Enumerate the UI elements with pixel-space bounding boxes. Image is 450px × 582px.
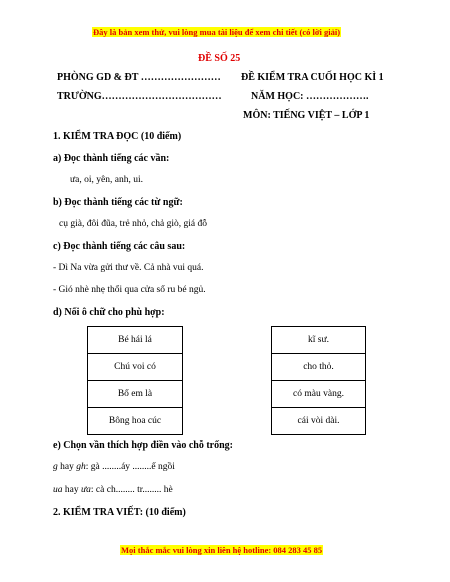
- top-banner: Đây là bản xem thử, vui lòng mua tài liệu để xem chi tiết (có lời giải): [93, 27, 341, 37]
- part-e-title: e) Chọn vần thích hợp điền vào chỗ trống:: [53, 440, 234, 451]
- match-left-cell[interactable]: Bố em là: [88, 380, 182, 407]
- match-right-cell[interactable]: có màu vàng.: [272, 380, 365, 407]
- part-e-line-1-blanks: : gà ........áy ........ế ngồi: [85, 462, 175, 472]
- bottom-banner: Mọi thắc mắc vui lòng xin liên hệ hotline: 084 283 45 85: [121, 545, 323, 555]
- header-department: PHÒNG GD & ĐT ……………………: [57, 72, 221, 83]
- match-right-column: [271, 326, 366, 435]
- part-a-title: a) Đọc thành tiếng các vần:: [53, 153, 170, 164]
- part-e-line-1-option-a: g: [53, 462, 58, 472]
- match-right-cell[interactable]: cho thỏ.: [272, 353, 365, 380]
- match-left-cell[interactable]: Chú voi có: [88, 353, 182, 380]
- match-right-cell[interactable]: cái vòi dài.: [272, 407, 365, 434]
- part-e-line-1-connector: hay: [57, 462, 77, 472]
- section-reading-title: 1. KIỂM TRA ĐỌC (10 điểm): [53, 131, 182, 142]
- part-e-line-1: [53, 462, 175, 472]
- header-subject: MÔN: TIẾNG VIỆT – LỚP 1: [243, 110, 370, 121]
- part-c-sentence-1: - Dì Na vừa gửi thư về. Cả nhà vui quá.: [53, 263, 204, 273]
- section-writing-title: 2. KIỂM TRA VIẾT: (10 điểm): [53, 507, 186, 518]
- part-e-line-2-option-b: ưa: [80, 485, 91, 495]
- part-e-line-2-option-a: ua: [53, 485, 63, 495]
- match-left-cell[interactable]: Bé hái lá: [118, 335, 152, 345]
- part-e-line-2-blanks: : cà ch........ tr........ hè: [90, 485, 173, 495]
- part-a-content: ưa, oi, yên, anh, ui.: [70, 175, 143, 185]
- part-e-line-1-option-b: gh: [76, 462, 86, 472]
- part-e-line-2-connector: hay: [62, 485, 81, 495]
- part-d-title: d) Nối ô chữ cho phù hợp:: [53, 307, 165, 318]
- part-c-title: c) Đọc thành tiếng các câu sau:: [53, 241, 186, 252]
- part-b-title: b) Đọc thành tiếng các từ ngữ:: [53, 197, 183, 208]
- header-exam-title: ĐỀ KIỂM TRA CUỐI HỌC KÌ 1: [241, 72, 384, 83]
- header-school: TRƯỜNG………………………………: [57, 91, 222, 102]
- match-right-cell[interactable]: kĩ sư.: [308, 335, 329, 345]
- exam-number: ĐỀ SỐ 25: [198, 53, 241, 64]
- part-b-content: cụ già, đôi đũa, trẻ nhỏ, chả giò, giá đỗ: [59, 219, 208, 229]
- part-c-sentence-2: - Gió nhè nhẹ thổi qua cửa sổ ru bé ngủ.: [53, 285, 206, 295]
- match-left-column: [87, 326, 183, 435]
- header-school-year: NĂM HỌC: ……………….: [251, 91, 369, 102]
- part-e-line-2: [53, 485, 173, 495]
- match-left-cell[interactable]: Bông hoa cúc: [88, 407, 182, 434]
